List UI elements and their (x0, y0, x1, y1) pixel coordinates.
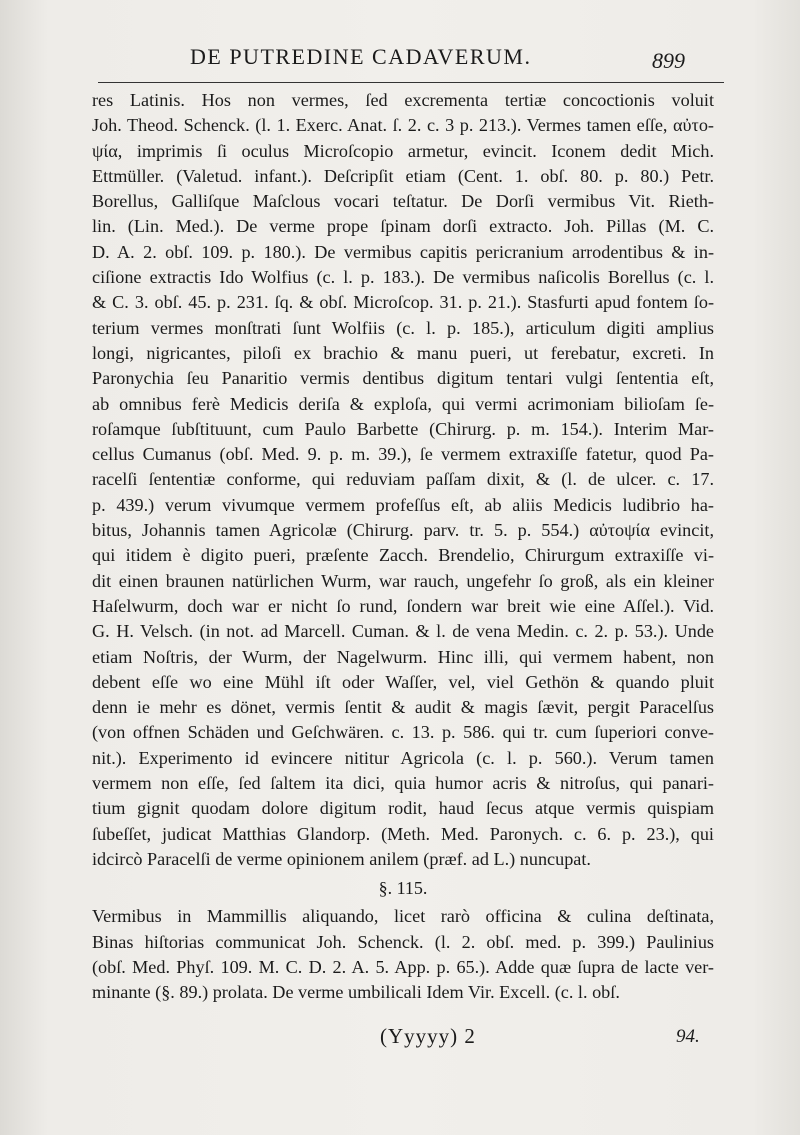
text-line: denn ie mehr es dönet, vermis ſentit & audit & magis ſævit, pergit Paracelſus (92, 697, 714, 718)
text-line: lin. (Lin. Med.). De verme prope ſpinam dorſi extracto. Joh. Pillas (M. C. (92, 216, 714, 237)
text-line: qui itidem è digito pueri, præſente Zacch. Brendelio, Chirurgum extraxiſſe vi- (92, 545, 714, 566)
text-line: etiam Noſtris, der Wurm, der Nagelwurm. Hinc illi, qui vermem habent, non (92, 646, 714, 667)
text-line: minante (§. 89.) prolata. De verme umbilicali Idem Vir. Excell. (c. l. obſ. (92, 982, 620, 1003)
text-line: G. H. Velsch. (in not. ad Marcell. Cuman. & l. de vena Medin. c. 2. p. 53.). Unde (92, 621, 714, 642)
page-number: 899 (652, 48, 685, 73)
text-line: D. A. 2. obſ. 109. p. 180.). De vermibus capitis pericranium arrodentibus & in- (92, 241, 714, 262)
text-line: terium vermes monſtrati ſunt Wolfiis (c. l. p. 185.), articulum digiti amplius (92, 317, 714, 338)
catchword: 94. (676, 1026, 700, 1047)
paragraph-main (92, 88, 714, 872)
text-line: idcircò Paracelſi de verme opinionem anilem (præf. ad L.) nuncupat. (92, 848, 591, 869)
body-text (92, 88, 714, 1005)
text-line: Ettmüller. (Valetud. infant.). Deſcripſit etiam (Cent. 1. obſ. 80. p. 80.) Petr. (92, 165, 714, 186)
text-line: Binas hiſtorias communicat Joh. Schenck. (l. 2. obſ. med. p. 399.) Paulinius (92, 931, 714, 952)
section-mark: §. 115. (378, 878, 428, 899)
text-line: p. 439.) verum vivumque vermem profeſſus eſt, ab aliis Medicis ludibrio ha- (92, 494, 714, 515)
text-line: (von offnen Schäden und Geſchwären. c. 13. p. 586. qui tr. cum ſuperiori conve- (92, 722, 714, 743)
text-line: Haſelwurm, doch war er nicht ſo rund, ſondern war breit wie eine Aſſel.). Vid. (92, 595, 714, 616)
text-line: Joh. Theod. Schenck. (l. 1. Exerc. Anat. ſ. 2. c. 3 p. 213.). Vermes tamen eſſe, αὐτο- (92, 115, 714, 136)
text-line: racelſi ſententiæ conforme, qui reduviam paſſam dixit, & (l. de ulcer. c. 17. (92, 469, 714, 490)
text-line: cellus Cumanus (obſ. Med. 9. p. m. 39.), ſe vermem extraxiſſe fatetur, quod Pa- (92, 444, 714, 465)
text-line: roſamque ſubſtituunt, cum Paulo Barbette (Chirurg. p. m. 154.). Interim Mar- (92, 418, 714, 439)
text-line: ψία, imprimis ſi oculus Microſcopio armetur, evincit. Iconem dedit Mich. (92, 140, 714, 161)
text-line: Borellus, Galliſque Maſclous vocari teſtatur. De Dorſi vermibus Vit. Rieth- (92, 191, 714, 212)
text-line: longi, nigricantes, piloſi ex brachio & manu pueri, ut ferebatur, excreti. In (92, 342, 714, 363)
text-line: dit einen braunen natürlichen Wurm, war rauch, ungefehr ſo groß, als ein kleiner (92, 570, 714, 591)
text-line: ciſione extractis Ido Wolfius (c. l. p. 183.). De vermibus naſicolis Borellus (c. l. (92, 267, 714, 288)
header-rule (98, 82, 724, 83)
text-line: res Latinis. Hos non vermes, ſed excrementa tertiæ concoctionis voluit (92, 90, 714, 110)
running-title: DE PUTREDINE CADAVERUM. (190, 44, 532, 69)
paragraph-section (92, 904, 714, 1005)
text-line: debent eſſe wo eine Mühl iſt oder Waſſer, vel, viel Gethön & quando pluit (92, 671, 714, 692)
text-line: ſubeſſet, judicat Matthias Glandorp. (Meth. Med. Paronych. c. 6. p. 23.), qui (92, 823, 714, 844)
text-line: (obſ. Med. Phyſ. 109. M. C. D. 2. A. 5. App. p. 65.). Adde quæ ſupra de lacte ver- (92, 956, 714, 977)
text-line: bitus, Johannis tamen Agricolæ (Chirurg. parv. tr. 5. p. 554.) αὐτοψία evincit, (92, 520, 714, 541)
signature-mark: (Yyyyy) 2 (380, 1024, 476, 1048)
text-line: tium gignit quodam dolore digitum rodit, haud ſecus atque vermis quispiam (92, 798, 714, 819)
text-line: vermem non eſſe, ſed ſaltem ita dici, quia humor acris & nitroſus, qui panari- (92, 773, 714, 794)
text-line: Vermibus in Mammillis aliquando, licet rarò officina & culina deſtinata, (92, 906, 714, 927)
text-line: ab omnibus ferè Medicis deriſa & exploſa, qui vermi acrimoniam bilioſam ſe- (92, 393, 714, 414)
text-line: Paronychia ſeu Panaritio vermis dentibus digitum tentari vulgi ſententia eſt, (92, 368, 714, 389)
text-line: nit.). Experimento id evincere nititur Agricola (c. l. p. 560.). Verum tamen (92, 747, 714, 768)
text-line: & C. 3. obſ. 45. p. 231. ſq. & obſ. Microſcop. 31. p. 21.). Stasfurti apud fontem ſo- (92, 292, 714, 313)
